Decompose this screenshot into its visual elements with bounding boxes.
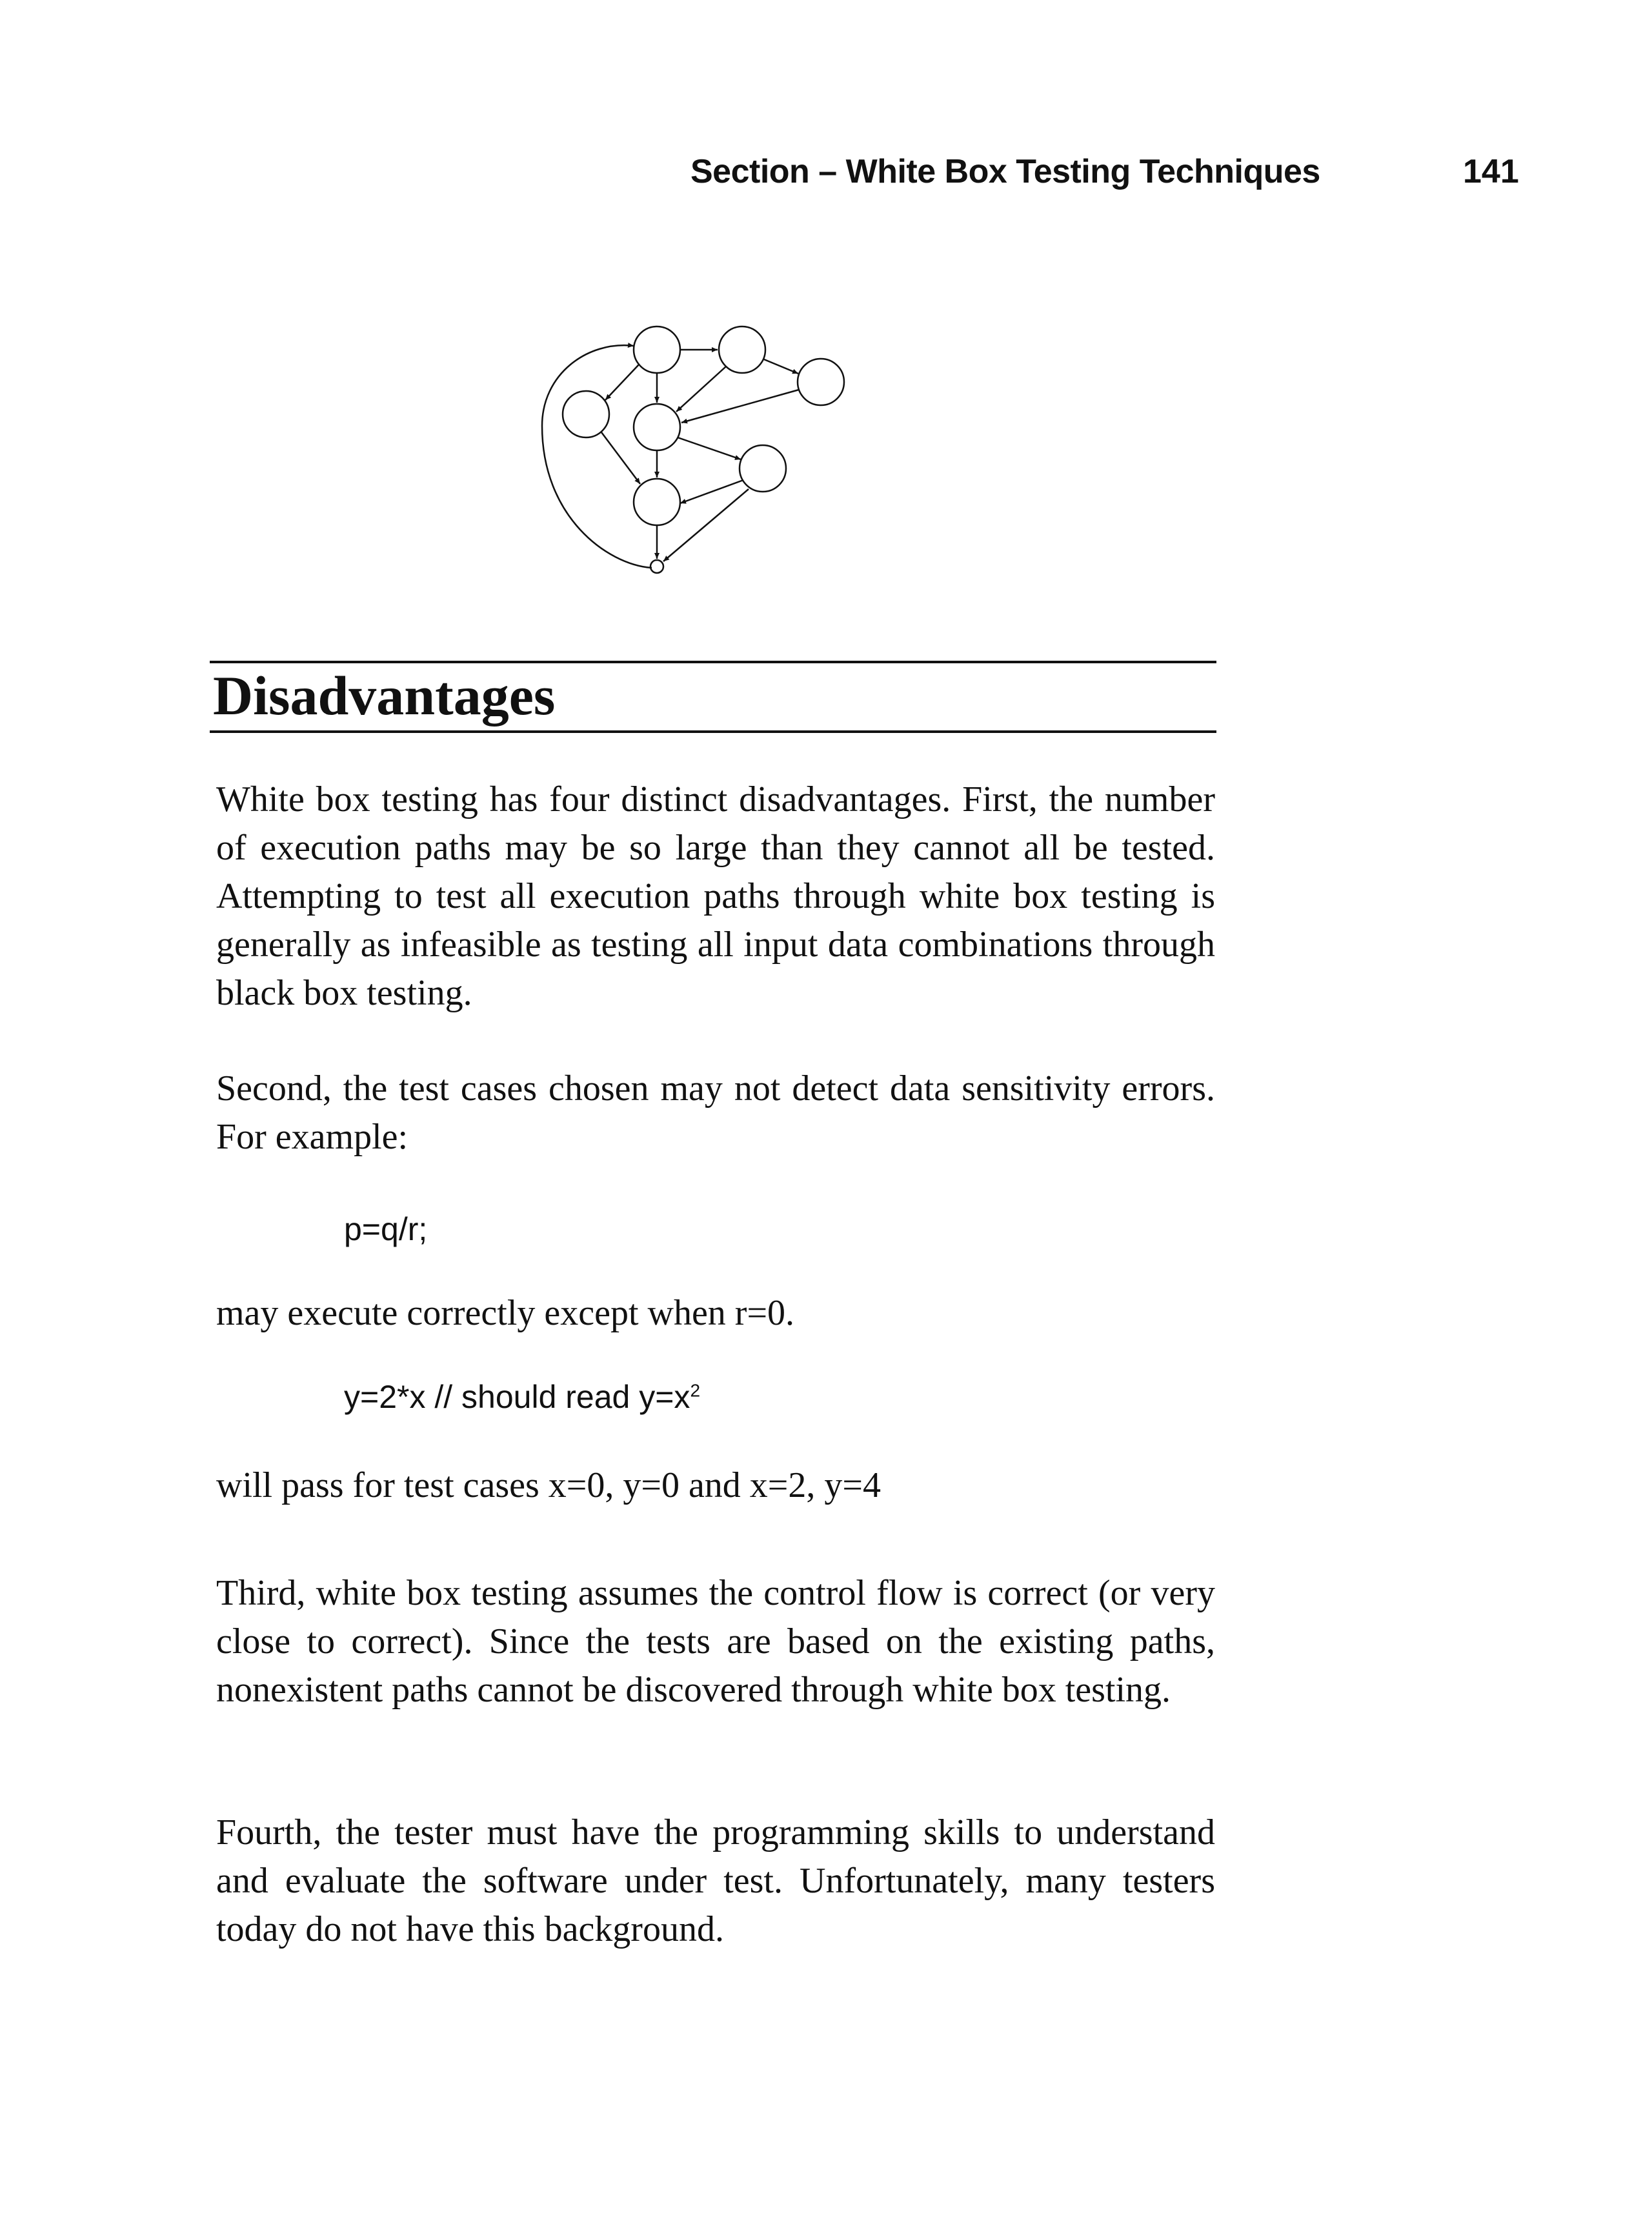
- running-head-section-title: Section – White Box Testing Techniques: [690, 153, 1320, 190]
- graph-edge: [663, 489, 749, 561]
- graph-node-5: [634, 404, 680, 450]
- graph-edge: [681, 390, 799, 423]
- paragraph-second-disadvantage: Second, the test cases chosen may not detect data sensitivity errors. For example:: [216, 1068, 1215, 1157]
- paragraph-third-disadvantage: Third, white box testing assumes the control flow is correct (or very close to correct). Since the tests are based on the existing paths, nonexistent paths cannot be discovered through white box testing.: [216, 1573, 1215, 1710]
- paragraph-first-disadvantage: White box testing has four distinct disadvantages. First, the number of execution paths may be so large than they cannot all be tested. Attempting to test all execution paths through white box testing is generally as infeasible as testing all input data combinations through black box testing.: [216, 779, 1215, 1013]
- graph-edge: [605, 365, 639, 400]
- code-line-text: y=2*x // should read y=x: [344, 1379, 690, 1415]
- paragraph-test-cases-note: will pass for test cases x=0, y=0 and x=2, y=4: [216, 1465, 881, 1505]
- graph-edge: [764, 359, 798, 374]
- section-heading: Disadvantages: [213, 665, 556, 727]
- graph-node-3: [798, 359, 844, 405]
- heading-rule-bottom: [210, 730, 1216, 733]
- code-example-division: p=q/r;: [344, 1211, 428, 1247]
- graph-node-1: [634, 326, 680, 373]
- graph-node-7: [634, 479, 680, 525]
- graph-node-2: [719, 326, 765, 373]
- graph-edge: [676, 366, 726, 412]
- graph-edge: [680, 480, 743, 503]
- graph-edge-loop: [542, 345, 652, 568]
- graph-edge: [601, 432, 640, 484]
- page-number: 141: [1463, 153, 1519, 190]
- graph-node-4: [563, 391, 609, 437]
- graph-node-exit: [650, 560, 663, 573]
- paragraph-division-note: may execute correctly except when r=0.: [216, 1293, 795, 1333]
- code-superscript: 2: [690, 1380, 701, 1401]
- paragraph-fourth-disadvantage: Fourth, the tester must have the programming skills to understand and evaluate the software under test. Unfortunately, many testers today do not have this background.: [216, 1812, 1215, 1949]
- graph-node-6: [740, 445, 786, 492]
- control-flow-graph-figure: [529, 310, 865, 581]
- graph-edge: [678, 437, 741, 459]
- heading-rule-top: [210, 661, 1216, 663]
- code-example-multiplication: [344, 1378, 700, 1416]
